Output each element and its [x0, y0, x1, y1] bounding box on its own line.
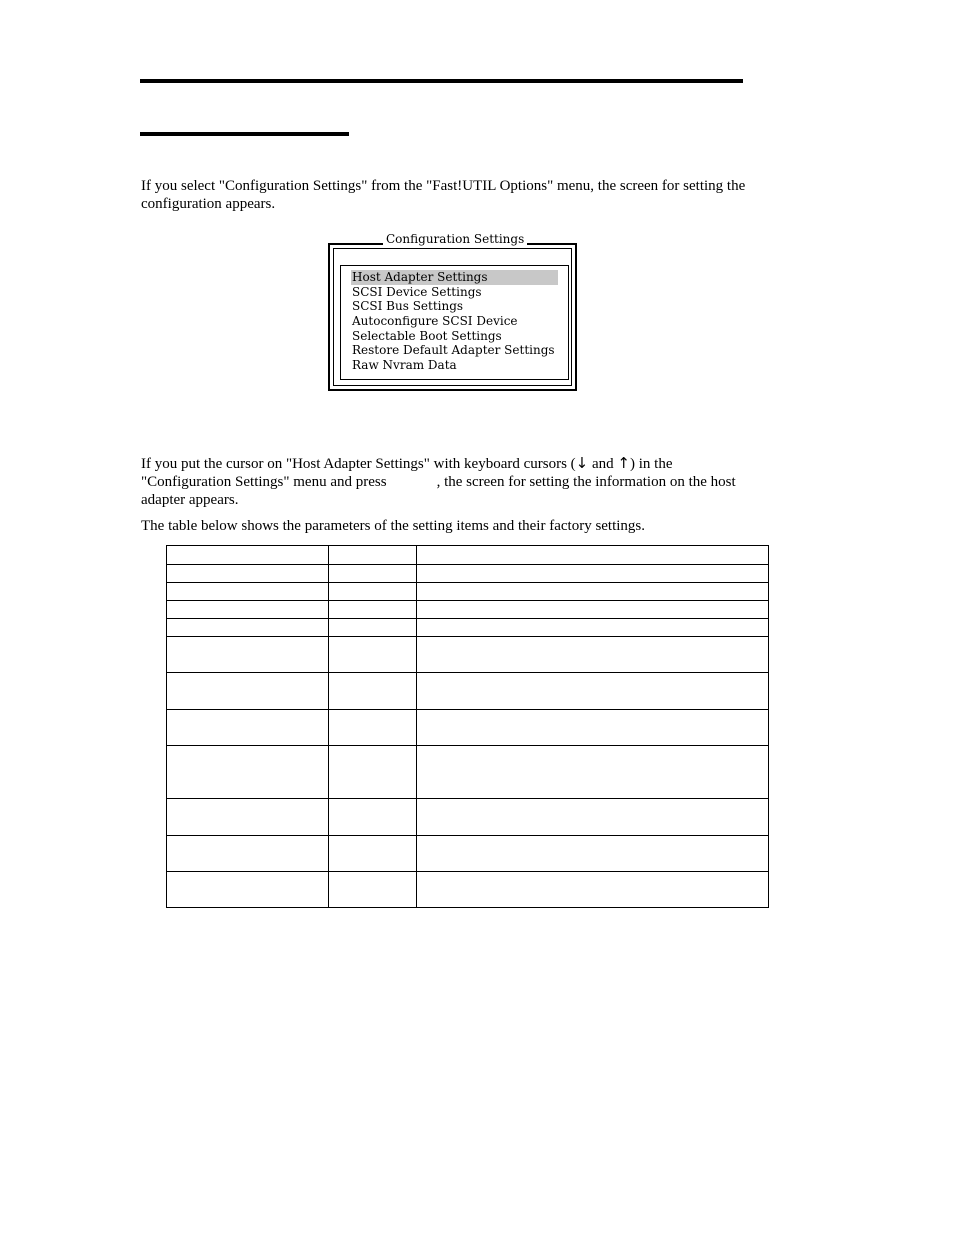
table-cell	[329, 872, 417, 908]
table-cell	[417, 799, 769, 836]
table-cell	[417, 546, 769, 565]
dialog-title: Configuration Settings	[383, 231, 527, 247]
table-cell	[329, 619, 417, 637]
table-cell	[329, 799, 417, 836]
table-row	[167, 836, 769, 872]
intro-paragraph: If you select "Configuration Settings" from the "Fast!UTIL Options" menu, the screen for setting the configuration appears.	[141, 178, 746, 212]
table-cell	[417, 637, 769, 673]
table-row	[167, 673, 769, 710]
table-row	[167, 872, 769, 908]
table-cell	[167, 872, 329, 908]
table-cell	[167, 836, 329, 872]
table-cell	[417, 601, 769, 619]
table-cell	[167, 746, 329, 799]
table-cell	[167, 619, 329, 637]
table-cell	[329, 637, 417, 673]
table-cell	[167, 710, 329, 746]
table-cell	[167, 601, 329, 619]
table-cell	[167, 673, 329, 710]
table-cell	[329, 583, 417, 601]
arrow-up-icon: ↑	[617, 454, 630, 472]
table-cell	[329, 546, 417, 565]
table-row	[167, 746, 769, 799]
table-row	[167, 583, 769, 601]
table-row	[167, 637, 769, 673]
cursor-text-before: If you put the cursor on "Host Adapter Settings" with keyboard cursors (	[141, 456, 576, 472]
table-row	[167, 799, 769, 836]
menu-item-raw-nvram-data[interactable]: Raw Nvram Data	[352, 358, 457, 373]
table-cell	[167, 565, 329, 583]
table-cell	[329, 565, 417, 583]
menu-item-scsi-device-settings[interactable]: SCSI Device Settings	[352, 284, 482, 299]
table-row	[167, 601, 769, 619]
table-row	[167, 546, 769, 565]
table-cell	[417, 710, 769, 746]
table-cell	[329, 673, 417, 710]
table-intro: The table below shows the parameters of the setting items and their factory settings.	[141, 518, 646, 534]
section-rule	[140, 132, 349, 136]
table-cell	[167, 583, 329, 601]
table-cell	[167, 637, 329, 673]
table-cell	[417, 673, 769, 710]
menu-item-scsi-bus-settings[interactable]: SCSI Bus Settings	[352, 299, 464, 314]
menu-item-host-adapter-settings[interactable]: Host Adapter Settings	[351, 270, 558, 285]
table-cell	[167, 546, 329, 565]
table-cell	[417, 872, 769, 908]
table-row	[167, 565, 769, 583]
table-cell	[329, 836, 417, 872]
table-cell	[417, 836, 769, 872]
table-cell	[329, 746, 417, 799]
cursor-text-after: ) in the "Configuration Settings" menu and press	[141, 456, 673, 490]
cursor-text-end: , the screen for setting the information on the host adapter appears.	[141, 474, 736, 508]
table-cell	[417, 619, 769, 637]
menu-item-restore-default-adapter-settings[interactable]: Restore Default Adapter Settings	[352, 343, 555, 358]
menu-item-autoconfigure-scsi-device[interactable]: Autoconfigure SCSI Device	[352, 314, 518, 329]
table-row	[167, 619, 769, 637]
table-cell	[329, 710, 417, 746]
parameters-table	[166, 545, 769, 908]
table-cell	[417, 583, 769, 601]
cursor-paragraph	[141, 454, 761, 509]
table-row	[167, 710, 769, 746]
table-cell	[417, 565, 769, 583]
configuration-menu	[351, 270, 558, 373]
cursor-text-and: and	[588, 456, 618, 472]
menu-item-selectable-boot-settings[interactable]: Selectable Boot Settings	[352, 328, 502, 343]
table-cell	[329, 601, 417, 619]
arrow-down-icon: ↓	[575, 454, 589, 472]
top-rule	[140, 79, 743, 83]
table-cell	[417, 746, 769, 799]
table-cell	[167, 799, 329, 836]
